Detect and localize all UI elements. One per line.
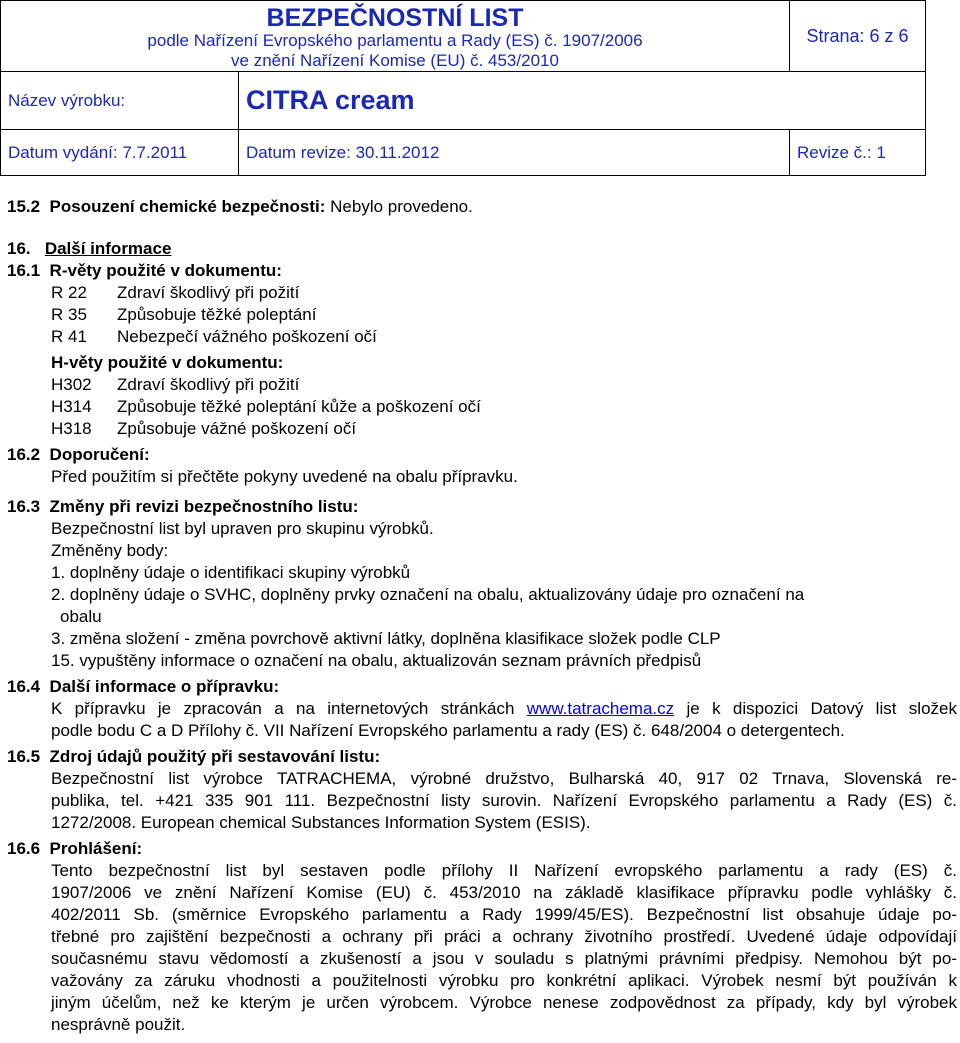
section-title: Doporučení:	[49, 445, 150, 464]
source-line: 1272/2008. European chemical Substances Information System (ESIS).	[51, 813, 591, 832]
h-phrase-row	[7, 418, 957, 440]
document-subtitle-regulation: podle Nařízení Evropského parlamentu a Rady (ES) č. 1907/2006	[147, 31, 643, 50]
declaration-line: jiným účelům, než ke kterým je určen výrobcem. Výrobce nenese zodpovědnost za případy, kdy byl výrobek	[51, 993, 957, 1012]
section-title: Zdroj údajů použitý při sestavování listu:	[49, 747, 381, 766]
r-phrase-code: R 41	[51, 327, 87, 346]
section-number: 16.	[7, 239, 31, 258]
section-16-4-heading	[7, 676, 957, 698]
h-phrase-title: H-věty použité v dokumentu:	[51, 353, 284, 372]
revision-date: Datum revize: 30.11.2012	[239, 130, 790, 176]
product-info-line: podle bodu C a D Přílohy č. VII Nařízení Evropského parlamentu a rady (ES) č. 648/2004 o detergentech.	[51, 721, 845, 740]
product-name: CITRA cream	[239, 72, 926, 130]
document-subtitle-amendment: ve znění Nařízení Komise (EU) č. 453/2010	[231, 51, 559, 70]
r-phrase-text: Způsobuje těžké poleptání	[117, 305, 317, 324]
section-16-3-heading	[7, 496, 957, 518]
r-phrase-row	[7, 304, 957, 326]
declaration-line: 1907/2006 ve znění Nařízení Komise (EU) č. 453/2010 na základě klasifikace přípravku podle vyhlášky č.	[51, 883, 957, 902]
section-number: 16.5	[7, 747, 41, 766]
r-phrase-row	[7, 326, 957, 348]
changed-items-label: Změněny body:	[51, 541, 169, 560]
section-number: 16.6	[7, 839, 41, 858]
h-phrase-code: H302	[51, 375, 92, 394]
changed-item: 2. doplněny údaje o SVHC, doplněny prvky označení na obalu, aktualizovány údaje pro označení na	[51, 585, 805, 604]
section-16-6-heading	[7, 838, 957, 860]
source-line: publika, tel. +421 335 901 111. Bezpečnostní listy surovin. Nařízení Evropského parlamentu a Rady (ES) č.	[51, 791, 957, 810]
declaration-line: važovány za záruku vhodnosti a použitelnosti výrobku pro konkrétní aplikaci. Výrobek nesmí být používán k	[51, 971, 957, 990]
section-number: 16.2	[7, 445, 41, 464]
revision-note: Bezpečnostní list byl upraven pro skupinu výrobků.	[51, 519, 434, 538]
section-15-2	[7, 196, 957, 218]
h-phrase-text: Zdraví škodlivý při požití	[117, 375, 300, 394]
header-title-cell	[1, 1, 790, 72]
document-title: BEZPEČNOSTNÍ LIST	[266, 4, 524, 32]
section-title: Další informace o přípravku:	[49, 677, 280, 696]
h-phrase-code: H314	[51, 397, 92, 416]
section-16-heading	[7, 238, 957, 260]
h-phrase-text: Způsobuje vážné poškození očí	[117, 419, 357, 438]
h-phrase-row	[7, 374, 957, 396]
r-phrase-code: R 22	[51, 283, 87, 302]
document-body	[7, 196, 957, 1036]
section-title: R-věty použité v dokumentu:	[49, 261, 282, 280]
product-label: Název výrobku:	[1, 72, 239, 130]
section-value: Nebylo provedeno.	[330, 197, 473, 216]
section-title: Změny při revizi bezpečnostního listu:	[49, 497, 359, 516]
section-number: 16.3	[7, 497, 41, 516]
changed-item: 1. doplněny údaje o identifikaci skupiny výrobků	[51, 563, 411, 582]
section-16-2-heading	[7, 444, 957, 466]
r-phrase-code: R 35	[51, 305, 87, 324]
r-phrase-row	[7, 282, 957, 304]
declaration-line: Tento bezpečnostní list byl sestaven podle přílohy II Nařízení evropského parlamentu a rady (ES) č.	[51, 861, 957, 880]
issue-date: Datum vydání: 7.7.2011	[1, 130, 239, 176]
section-number: 15.2	[7, 197, 41, 216]
section-16-1-heading	[7, 260, 957, 282]
r-phrase-text: Zdraví škodlivý při požití	[117, 283, 300, 302]
section-title: Další informace	[44, 239, 172, 258]
recommendation-text: Před použitím si přečtěte pokyny uvedené na obalu přípravku.	[51, 467, 518, 486]
declaration-line: současnému stavu vědomostí a zkušeností a jsou v souladu s platnými právními předpisy. Nemohou být po-	[51, 949, 957, 968]
page-number: Strana: 6 z 6	[790, 1, 926, 72]
h-phrase-text: Způsobuje těžké poleptání kůže a poškození očí	[117, 397, 481, 416]
product-info-text-cont: je k dispozici Datový list složek	[686, 699, 957, 718]
source-line: Bezpečnostní list výrobce TATRACHEMA, výrobné družstvo, Bulharská 40, 917 02 Trnava, Slovenská re-	[51, 769, 957, 788]
changed-item: 15. vypuštěny informace o označení na obalu, aktualizován seznam právních předpisů	[51, 651, 702, 670]
section-number: 16.4	[7, 677, 41, 696]
declaration-line: třebné pro zajištění bezpečnosti a ochrany při práci a ochrany životního prostředí. Uvedené údaje odpovídají	[51, 927, 957, 946]
product-info-line	[7, 698, 957, 720]
h-phrase-row	[7, 396, 957, 418]
declaration-line: nesprávně použit.	[51, 1015, 186, 1034]
section-number: 16.1	[7, 261, 41, 280]
changed-item-continuation: obalu	[60, 607, 102, 626]
document-header	[0, 0, 926, 176]
section-title: Prohlášení:	[49, 839, 143, 858]
section-16-5-heading	[7, 746, 957, 768]
revision-number: Revize č.: 1	[790, 130, 926, 176]
h-phrase-code: H318	[51, 419, 92, 438]
r-phrase-text: Nebezpečí vážného poškození očí	[117, 327, 377, 346]
changed-item: 3. změna složení - změna povrchově aktivní látky, doplněna klasifikace složek podle CLP	[51, 629, 721, 648]
h-phrase-heading	[7, 352, 957, 374]
product-info-text: K přípravku je zpracován a na internetových stránkách	[51, 699, 515, 718]
tatrachema-link[interactable]: www.tatrachema.cz	[526, 699, 675, 718]
declaration-line: 402/2011 Sb. (směrnice Evropského parlamentu a Rady 1999/45/ES). Bezpečnostní list obsahuje údaje po-	[51, 905, 957, 924]
section-label: Posouzení chemické bezpečnosti:	[49, 197, 326, 216]
